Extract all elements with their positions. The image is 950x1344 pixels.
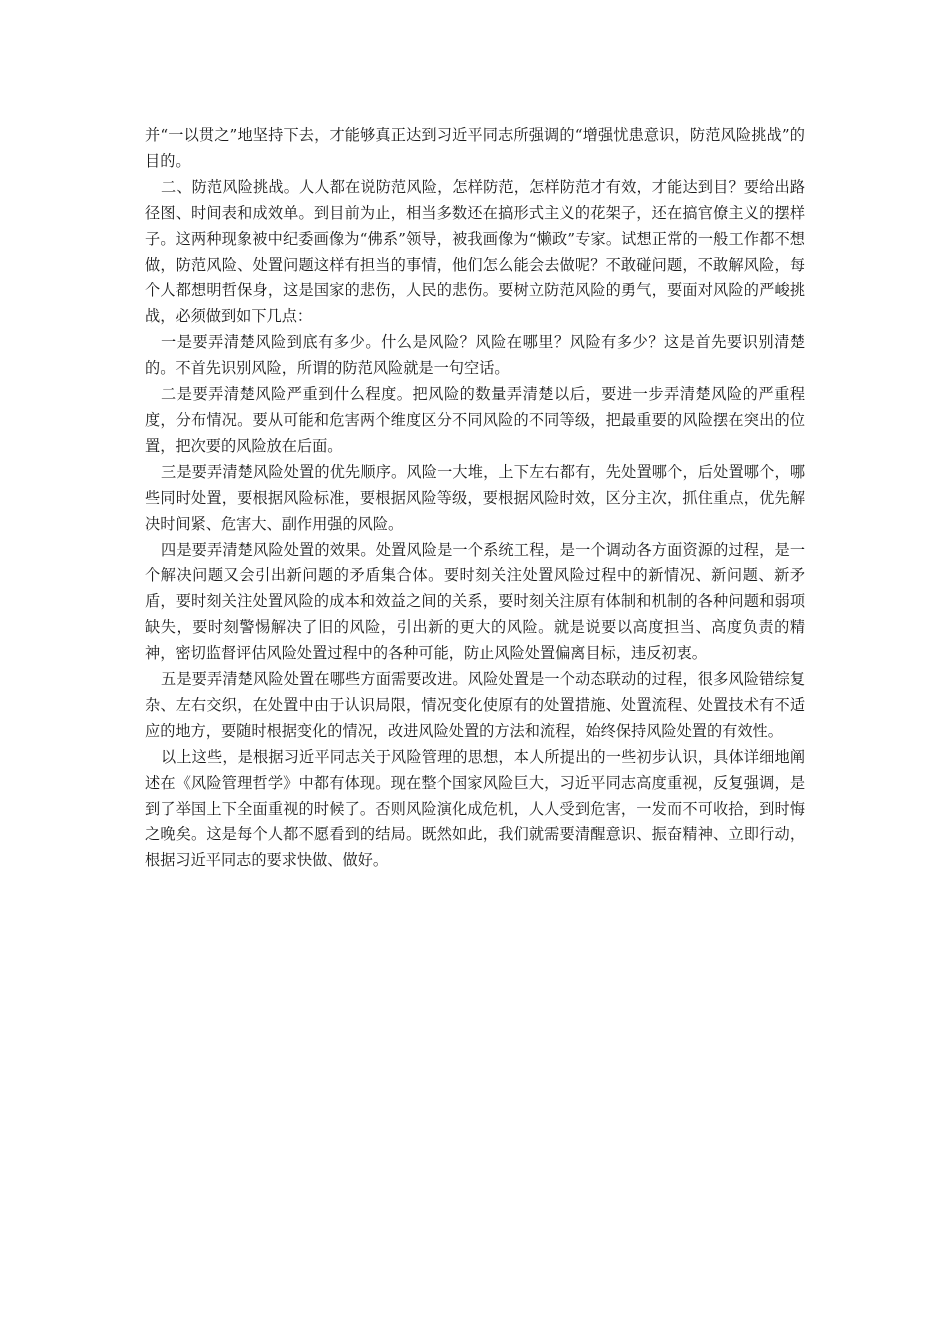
paragraph-point-one: 一是要弄清楚风险到底有多少。什么是风险？风险在哪里？风险有多少？这是首先要识别清楚的。不首先识别风险，所谓的防范风险就是一句空话。 [145, 333, 805, 378]
paragraph-point-five: 五是要弄清楚风险处置在哪些方面需要改进。风险处置是一个动态联动的过程，很多风险错综复杂、左右交织，在处置中由于认识局限，情况变化使原有的处置措施、处置流程、处置技术有不适应的地方，要随时根据变化的情况，改进风险处置的方法和流程，始终保持风险处置的有效性。 [145, 670, 805, 740]
paragraph-section-two: 二、防范风险挑战。人人都在说防范风险，怎样防范，怎样防范才有效，才能达到目？要给出路径图、时间表和成效单。到目前为止，相当多数还在搞形式主义的花架子，还在搞官僚主义的摆样子。这两种现象被中纪委画像为“佛系”领导，被我画像为“懒政”专家。试想正常的一般工作都不想做，防范风险、处置问题这样有担当的事情，他们怎么能会去做呢？不敢碰问题，不敢解风险，每个人都想明哲保身，这是国家的悲伤，人民的悲伤。要树立防范风险的勇气，要面对风险的严峻挑战，必须做到如下几点： [145, 177, 805, 326]
paragraph-point-three: 三是要弄清楚风险处置的优先顺序。风险一大堆，上下左右都有，先处置哪个，后处置哪个，哪些同时处置，要根据风险标准，要根据风险等级，要根据风险时效，区分主次，抓住重点，优先解决时间紧、危害大、副作用强的风险。 [145, 462, 805, 533]
paragraph-conclusion: 以上这些，是根据习近平同志关于风险管理的思想，本人所提出的一些初步认识，具体详细地阐述在《风险管理哲学》中都有体现。现在整个国家风险巨大，习近平同志高度重视，反复强调，是到了举国上下全面重视的时候了。否则风险演化成危机，人人受到危害，一发而不可收拾，到时悔之晚矣。这是每个人都不愿看到的结局。既然如此，我们就需要清醒意识、振奋精神、立即行动，根据习近平同志的要求快做、做好。 [145, 747, 805, 870]
paragraph-continuation: 并“一以贯之”地坚持下去，才能够真正达到习近平同志所强调的“增强忧患意识，防范风险挑战”的目的。 [145, 126, 805, 170]
paragraph-point-four: 四是要弄清楚风险处置的效果。处置风险是一个系统工程，是一个调动各方面资源的过程，是一个解决问题又会引出新问题的矛盾集合体。要时刻关注处置风险过程中的新情况、新问题、新矛盾，要时刻关注处置风险的成本和效益之间的关系，要时刻关注原有体制和机制的各种问题和弱项缺失，要时刻警惕解决了旧的风险，引出新的更大的风险。就是说要以高度担当、高度负责的精神，密切监督评估风险处置过程中的各种可能，防止风险处置偏离目标，违反初衷。 [145, 540, 805, 663]
paragraph-point-two: 二是要弄清楚风险严重到什么程度。把风险的数量弄清楚以后，要进一步弄清楚风险的严重程度，分布情况。要从可能和危害两个维度区分不同风险的不同等级，把最重要的风险摆在突出的位置，把次要的风险放在后面。 [145, 385, 805, 455]
document-body [145, 123, 805, 874]
